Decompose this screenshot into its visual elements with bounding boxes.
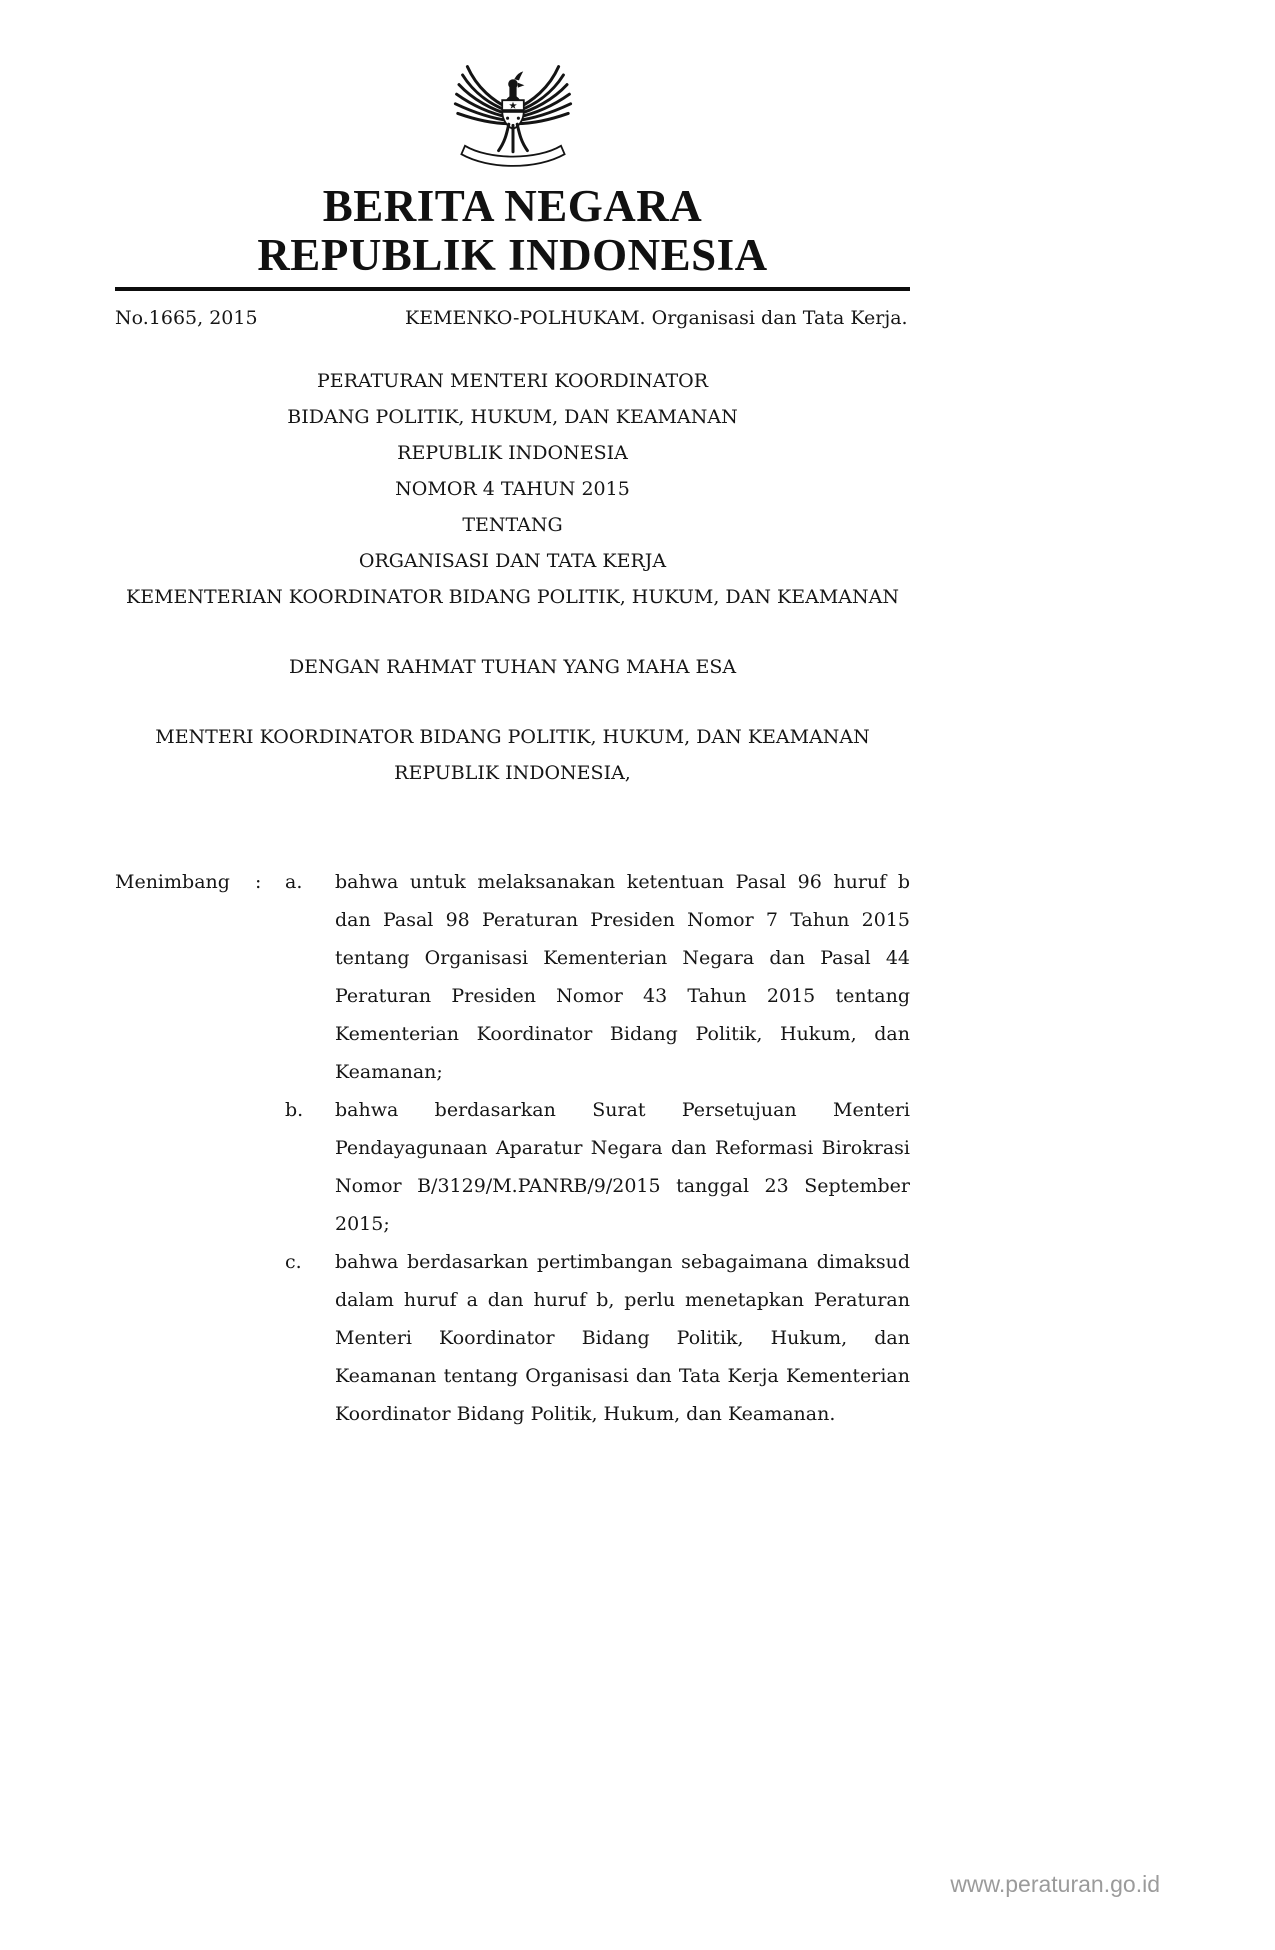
authority-line-2: REPUBLIK INDONESIA,: [394, 762, 631, 785]
considering-item-text: bahwa berdasarkan Surat Persetujuan Menteri Pendayagunaan Aparatur Negara dan Reformasi Birokrasi Nomor B/3129/M.PANRB/9/2015 tanggal 23 September 2015;: [335, 1099, 910, 1236]
considering-colon: :: [255, 871, 262, 894]
regulation-title-line: KEMENTERIAN KOORDINATOR BIDANG POLITIK, HUKUM, DAN KEAMANAN: [126, 586, 899, 609]
gazette-title: [115, 182, 910, 279]
regulation-title-line: TENTANG: [462, 514, 563, 537]
regulation-title-line: NOMOR 4 TAHUN 2015: [395, 478, 630, 501]
gazette-title-line2: REPUBLIK INDONESIA: [257, 229, 768, 280]
masthead-rule: [115, 287, 910, 291]
considering-item: [115, 863, 910, 1091]
regulation-title-line: ORGANISASI DAN TATA KERJA: [358, 550, 667, 573]
considering-item-letter: a.: [285, 871, 303, 894]
considering-item: [115, 1091, 910, 1243]
regulation-title-block: [115, 363, 910, 791]
considering-item-letter: c.: [285, 1251, 302, 1274]
masthead: [115, 50, 910, 337]
issue-number: No.1665, 2015: [115, 307, 258, 330]
authority-line-1: MENTERI KOORDINATOR BIDANG POLITIK, HUKUM, DAN KEAMANAN: [155, 726, 870, 749]
garuda-pancasila-icon: [447, 50, 579, 172]
considering-item-text: bahwa berdasarkan pertimbangan sebagaimana dimaksud dalam huruf a dan huruf b, perlu menetapkan Peraturan Menteri Koordinator Bidang Politik, Hukum, dan Keamanan tentang Organisasi dan Tata Kerja Kementerian Koordinator Bidang Politik, Hukum, dan Keamanan.: [335, 1251, 910, 1426]
regulation-title-line: REPUBLIK INDONESIA: [397, 442, 628, 465]
regulation-title-line: PERATURAN MENTERI KOORDINATOR: [316, 370, 709, 393]
gazette-title-line1: BERITA NEGARA: [322, 181, 703, 231]
considering-item-text: bahwa untuk melaksanakan ketentuan Pasal 96 huruf b dan Pasal 98 Peraturan Presiden Nomor 7 Tahun 2015 tentang Organisasi Kementerian Negara dan Pasal 44 Peraturan Presiden Nomor 43 Tahun 2015 tentang Kementerian Koordinator Bidang Politik, Hukum, dan Keamanan;: [335, 871, 910, 1084]
considering-label: Menimbang: [115, 871, 230, 894]
invocation-line: DENGAN RAHMAT TUHAN YANG MAHA ESA: [288, 656, 737, 679]
considering-item: [115, 1243, 910, 1433]
issue-row: [115, 299, 910, 337]
regulation-title-line: BIDANG POLITIK, HUKUM, DAN KEAMANAN: [287, 406, 738, 429]
issue-subject: KEMENKO-POLHUKAM. Organisasi dan Tata Kerja.: [405, 307, 908, 330]
considering-section: [115, 863, 910, 1433]
footer-watermark: www.peraturan.go.id: [950, 1871, 1160, 1897]
considering-item-letter: b.: [285, 1099, 304, 1122]
